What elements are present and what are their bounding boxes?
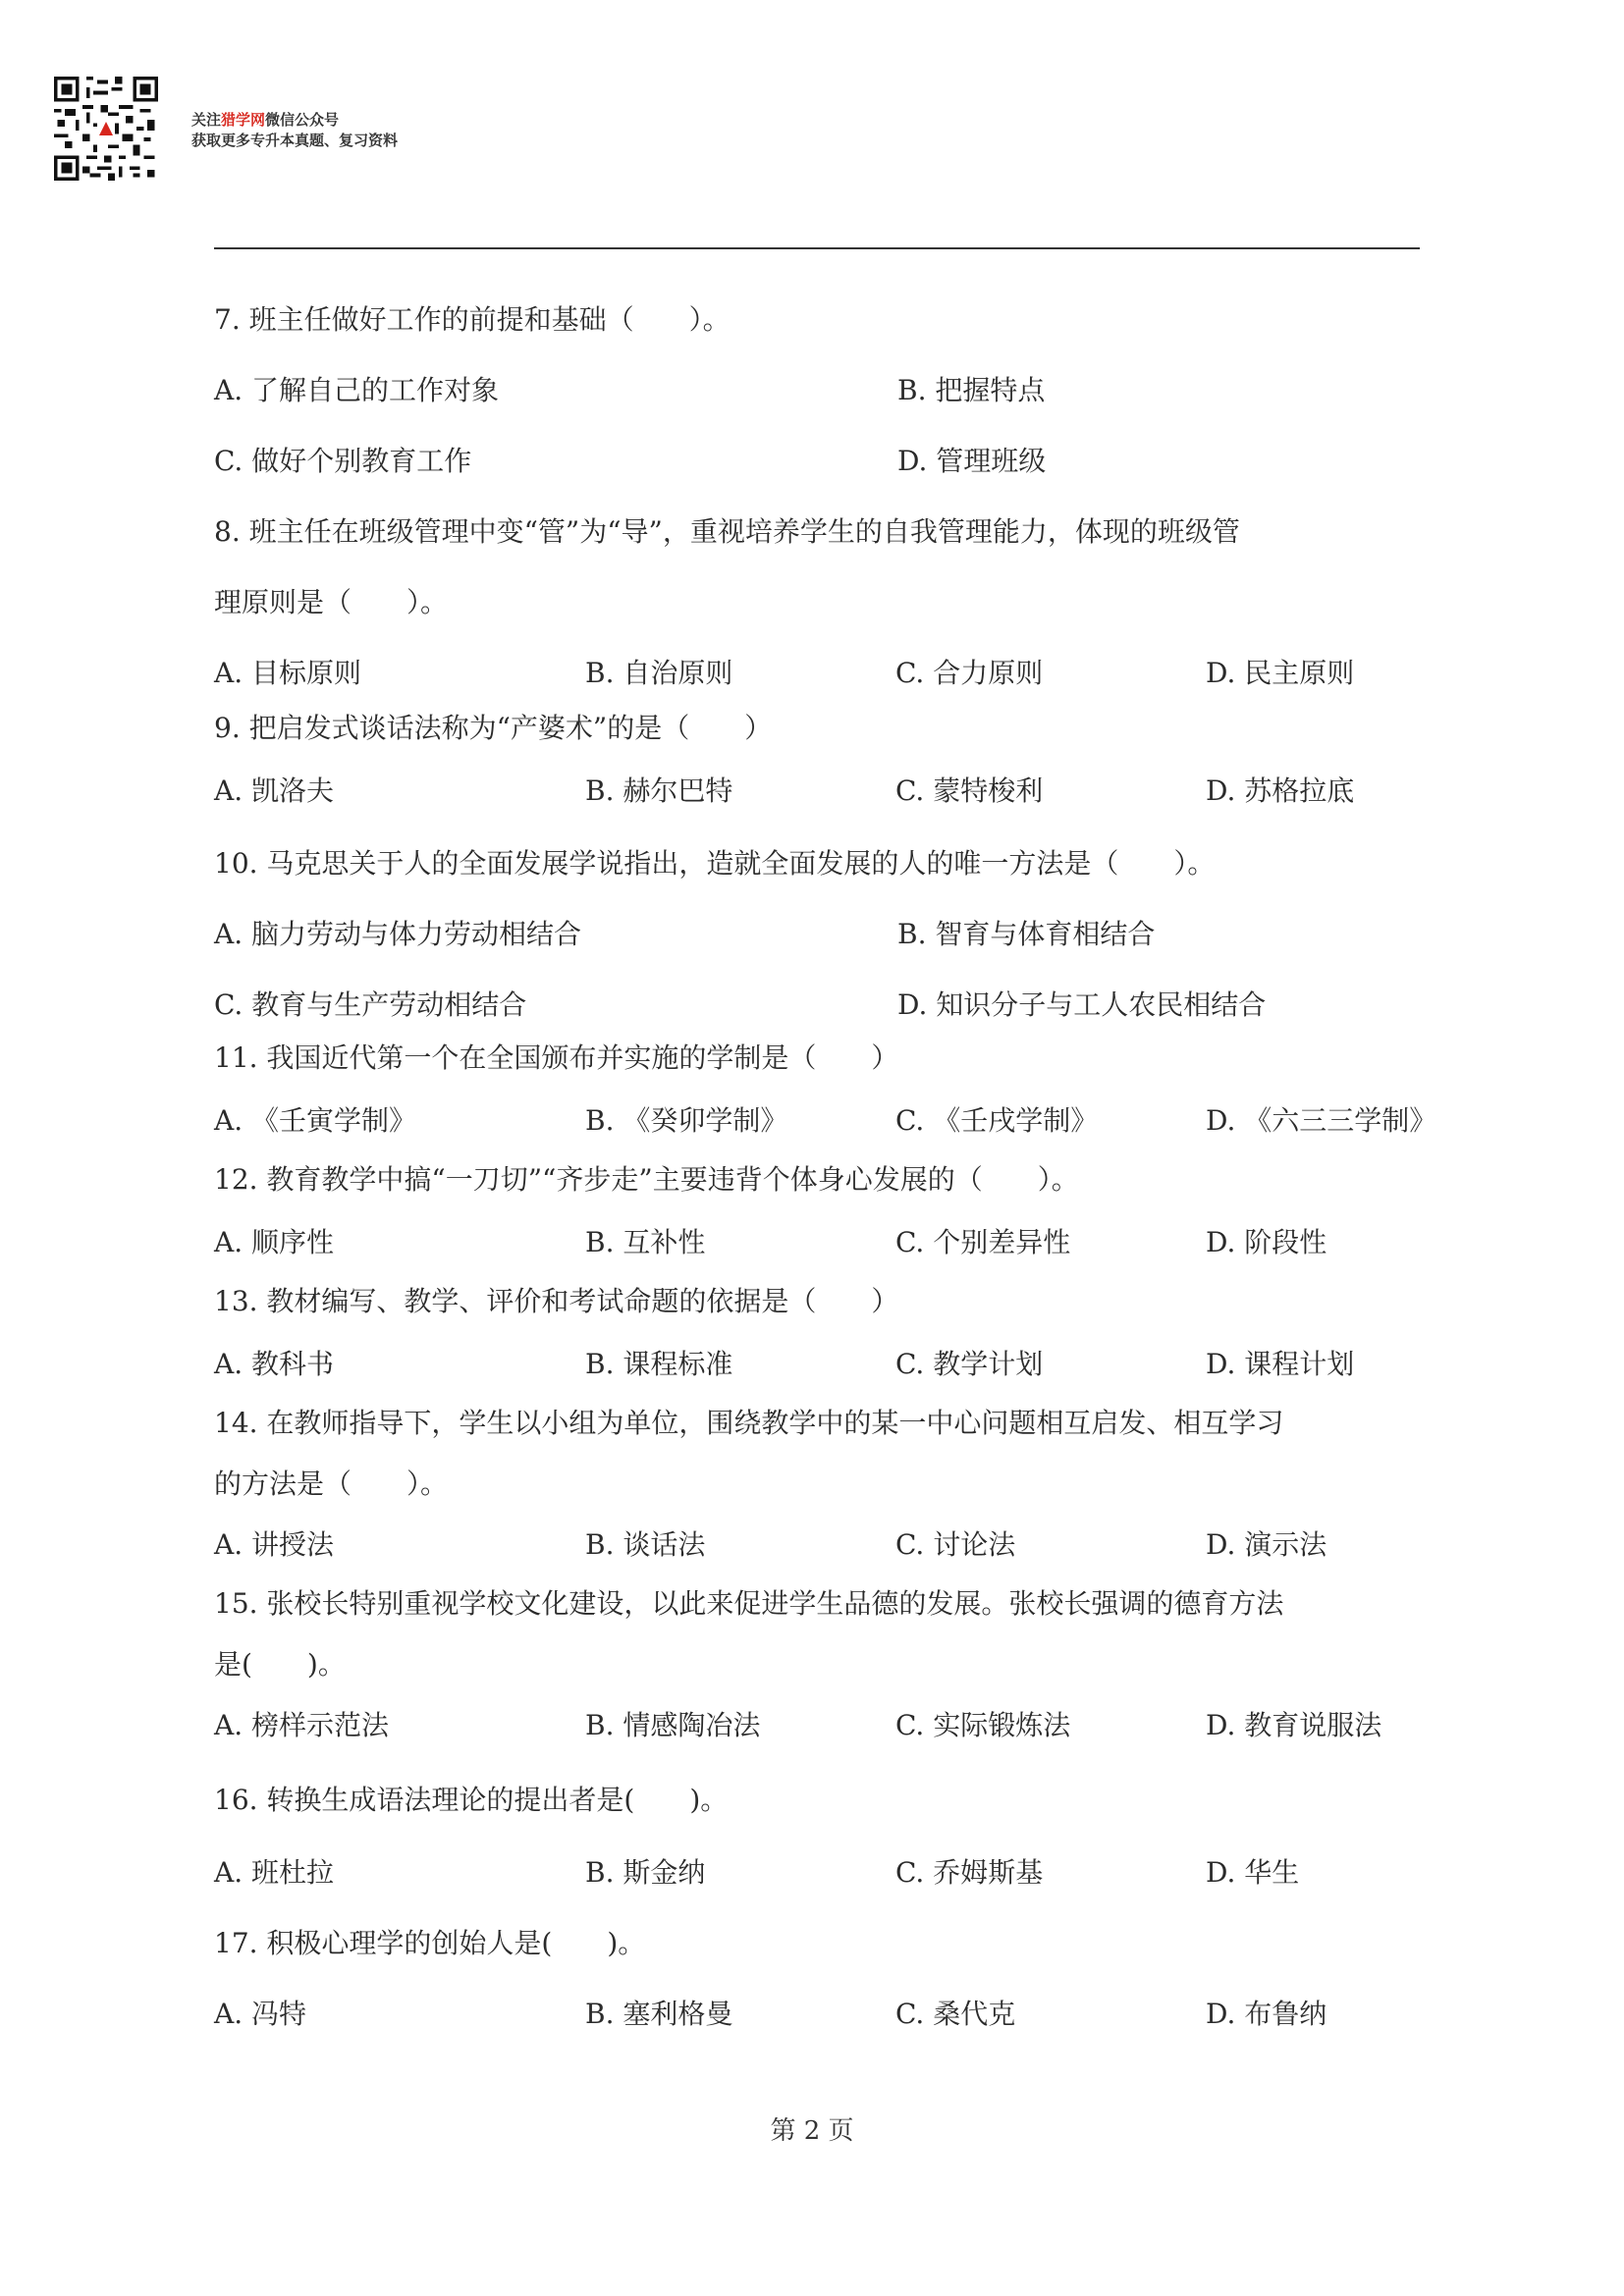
promo-brand: 猎学网 [221, 111, 266, 129]
question-15-option-a: A. 榜样示范法 [214, 1709, 390, 1741]
question-15-stem: 15. 张校长特别重视学校文化建设，以此来促进学生品德的发展。张校长强调的德育方法 [214, 1587, 1284, 1620]
question-10-option-b: B. 智育与体育相结合 [897, 918, 1156, 950]
question-8-option-c: C. 合力原则 [895, 657, 1044, 689]
question-17-stem: 17. 积极心理学的创始人是( )。 [214, 1927, 646, 1959]
question-14-option-a: A. 讲授法 [214, 1528, 335, 1561]
question-17-option-a: A. 冯特 [214, 1998, 307, 2030]
question-13-option-b: B. 课程标准 [585, 1348, 733, 1380]
question-13-option-c: C. 教学计划 [895, 1348, 1044, 1380]
promo-text [191, 110, 398, 151]
promo-suffix: 微信公众号 [265, 111, 340, 129]
question-17-option-b: B. 塞利格曼 [585, 1998, 733, 2030]
question-8-option-b: B. 自治原则 [585, 657, 733, 689]
question-14-option-c: C. 讨论法 [895, 1528, 1016, 1561]
question-12-option-d: D. 阶段性 [1206, 1226, 1327, 1258]
question-12-option-b: B. 互补性 [585, 1226, 706, 1258]
question-7-option-a: A. 了解自己的工作对象 [214, 374, 500, 406]
page-number: 第 2 页 [770, 2116, 854, 2146]
question-11-option-b: B. 《癸卯学制》 [585, 1104, 788, 1137]
question-14-option-b: B. 谈话法 [585, 1528, 706, 1561]
question-16-option-d: D. 华生 [1206, 1856, 1300, 1889]
question-14-stem: 14. 在教师指导下，学生以小组为单位，围绕教学中的某一中心问题相互启发、相互学习 [214, 1407, 1284, 1439]
question-11-stem: 11. 我国近代第一个在全国颁布并实施的学制是（ ） [214, 1041, 899, 1074]
question-15-stem-cont: 是( )。 [214, 1648, 346, 1681]
question-10-option-a: A. 脑力劳动与体力劳动相结合 [214, 918, 582, 950]
question-13-option-d: D. 课程计划 [1206, 1348, 1355, 1380]
question-9-option-d: D. 苏格拉底 [1206, 774, 1355, 807]
question-9-option-a: A. 凯洛夫 [214, 774, 335, 807]
question-10-stem: 10. 马克思关于人的全面发展学说指出，造就全面发展的人的唯一方法是（ ）。 [214, 847, 1216, 880]
question-17-option-d: D. 布鲁纳 [1206, 1998, 1327, 2030]
question-16-option-b: B. 斯金纳 [585, 1856, 706, 1889]
header-divider [214, 247, 1420, 249]
question-9-option-b: B. 赫尔巴特 [585, 774, 733, 807]
header [54, 77, 466, 185]
question-7-option-b: B. 把握特点 [897, 374, 1046, 406]
question-16-option-c: C. 乔姆斯基 [895, 1856, 1044, 1889]
question-16-stem: 16. 转换生成语法理论的提出者是( )。 [214, 1784, 729, 1816]
question-11-option-d: D. 《六三三学制》 [1206, 1104, 1437, 1137]
question-17-option-c: C. 桑代克 [895, 1998, 1016, 2030]
question-7-stem: 7. 班主任做好工作的前提和基础（ ）。 [214, 303, 731, 336]
question-8-option-d: D. 民主原则 [1206, 657, 1355, 689]
question-7-option-d: D. 管理班级 [897, 445, 1047, 477]
question-13-stem: 13. 教材编写、教学、评价和考试命题的依据是（ ） [214, 1285, 899, 1317]
question-14-option-d: D. 演示法 [1206, 1528, 1327, 1561]
question-12-option-c: C. 个别差异性 [895, 1226, 1071, 1258]
promo-prefix: 关注 [191, 111, 222, 129]
question-12-option-a: A. 顺序性 [214, 1226, 335, 1258]
question-11-option-c: C. 《壬戌学制》 [895, 1104, 1099, 1137]
question-11-option-a: A. 《壬寅学制》 [214, 1104, 417, 1137]
question-15-option-b: B. 情感陶冶法 [585, 1709, 761, 1741]
question-8-option-a: A. 目标原则 [214, 657, 362, 689]
question-10-option-d: D. 知识分子与工人农民相结合 [897, 988, 1267, 1021]
question-13-option-a: A. 教科书 [214, 1348, 335, 1380]
promo-line-2: 获取更多专升本真题、复习资料 [191, 132, 399, 149]
question-10-option-c: C. 教育与生产劳动相结合 [214, 988, 527, 1021]
question-14-stem-cont: 的方法是（ ）。 [214, 1468, 449, 1500]
question-8-stem-cont: 理原则是（ ）。 [214, 586, 449, 618]
question-9-option-c: C. 蒙特梭利 [895, 774, 1044, 807]
question-12-stem: 12. 教育教学中搞“一刀切”“齐步走”主要违背个体身心发展的（ ）。 [214, 1163, 1079, 1196]
question-7-option-c: C. 做好个别教育工作 [214, 445, 472, 477]
question-9-stem: 9. 把启发式谈话法称为“产婆术”的是（ ） [214, 712, 773, 744]
question-15-option-c: C. 实际锻炼法 [895, 1709, 1071, 1741]
question-8-stem: 8. 班主任在班级管理中变“管”为“导”，重视培养学生的自我管理能力，体现的班级管 [214, 515, 1240, 548]
qr-code-icon [54, 77, 158, 181]
promo-line-1 [191, 110, 398, 131]
question-15-option-d: D. 教育说服法 [1206, 1709, 1382, 1741]
question-16-option-a: A. 班杜拉 [214, 1856, 335, 1889]
